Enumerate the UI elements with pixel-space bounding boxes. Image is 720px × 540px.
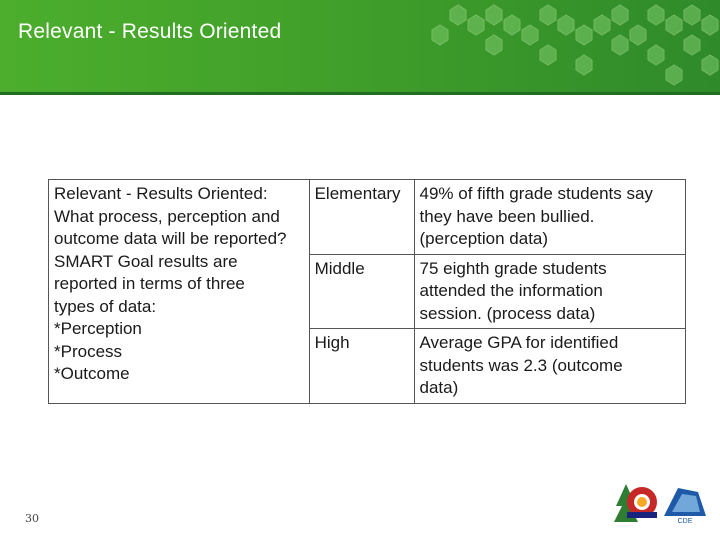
example-line: (perception data) — [419, 229, 549, 248]
level-cell: Elementary — [309, 180, 414, 255]
example-cell — [414, 254, 685, 329]
colorado-logo-icon — [614, 484, 657, 522]
example-line: students was 2.3 (outcome — [419, 355, 623, 375]
header-banner — [0, 0, 720, 92]
example-line: data) — [419, 378, 459, 397]
description-line: outcome data will be reported? — [54, 229, 287, 248]
description-cell — [49, 180, 310, 404]
page-number: 30 — [25, 512, 39, 525]
slide-title: Relevant - Results Oriented — [18, 20, 282, 43]
description-line: Relevant - Results Oriented: — [54, 184, 268, 203]
description-line: types of data: — [54, 296, 157, 316]
table-row — [49, 180, 686, 255]
example-cell — [414, 329, 685, 404]
cde-logo-text: CDE — [677, 518, 693, 525]
description-line: *Outcome — [54, 364, 130, 383]
cde-logo-icon — [664, 488, 706, 525]
description-line: *Process — [54, 341, 123, 361]
description-line: *Perception — [54, 319, 142, 338]
level-cell: High — [309, 329, 414, 404]
example-line: attended the information — [419, 281, 603, 300]
description-line: SMART Goal results are — [54, 251, 238, 271]
logos-group — [612, 482, 708, 526]
example-line: 75 eighth grade students — [419, 258, 607, 278]
example-cell — [414, 180, 685, 255]
smart-goal-table — [48, 179, 686, 404]
example-line: they have been bullied. — [419, 206, 595, 226]
hexagon-pattern — [430, 0, 720, 92]
description-line: reported in terms of three — [54, 274, 245, 293]
example-line: 49% of fifth grade students say — [419, 184, 653, 203]
level-cell: Middle — [309, 254, 414, 329]
example-line: session. (process data) — [419, 303, 596, 323]
example-line: Average GPA for identified — [419, 333, 619, 352]
description-line: What process, perception and — [54, 206, 280, 226]
header-divider — [0, 92, 720, 95]
